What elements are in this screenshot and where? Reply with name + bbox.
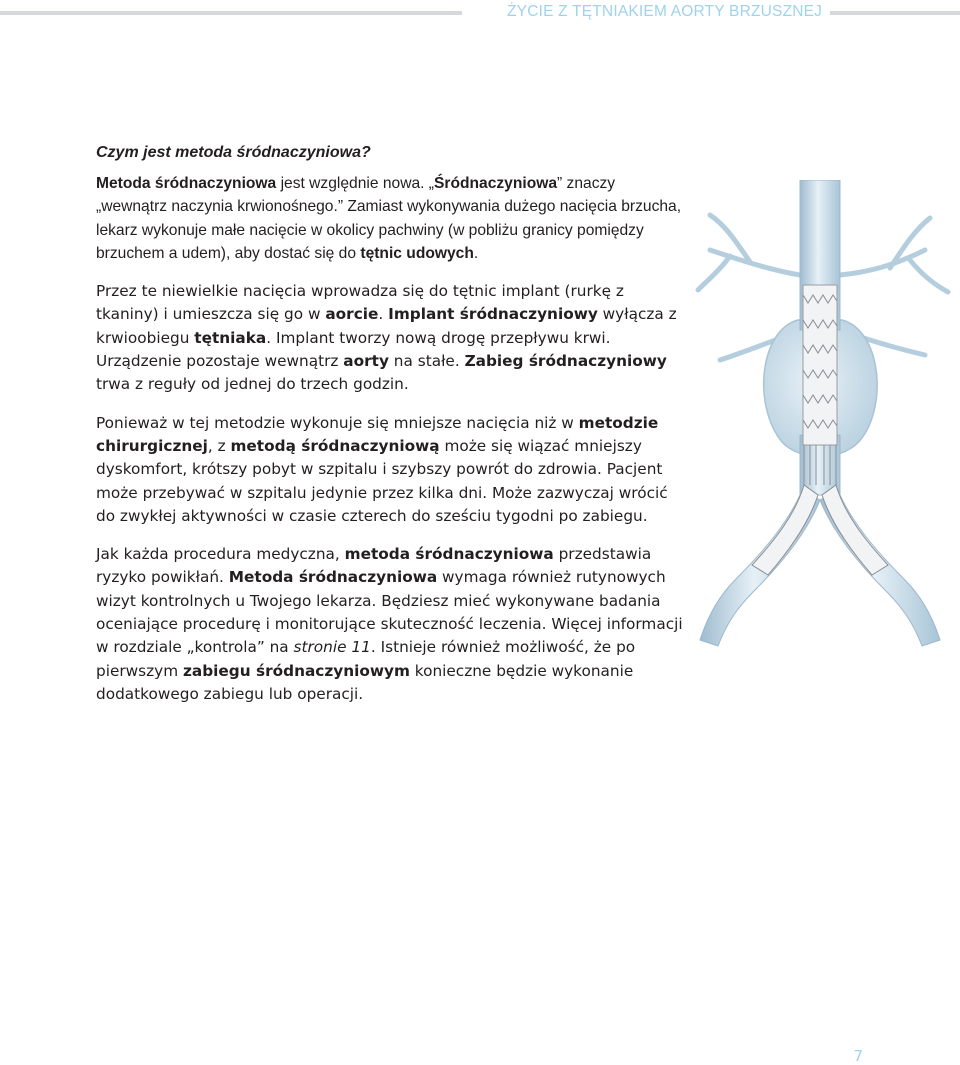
running-header: ŻYCIE Z TĘTNIAKIEM AORTY BRZUSZNEJ [507, 3, 823, 20]
text-run: jest względnie nowa. „ [276, 175, 434, 192]
paragraph-risks [96, 543, 686, 706]
text-run: . Implant tworzy nową drogę przepływu krwi. Urządzenie pozostaje wewnątrz [96, 328, 611, 371]
term: zabiegu śródnaczyniowym [183, 661, 410, 680]
text-run: na stałe. [388, 352, 465, 371]
term: metoda śródnaczyniowa [344, 545, 554, 564]
term: metodą śródnaczyniową [230, 436, 440, 455]
text-run: wymaga również rutynowych wizyt kontrolnych u Twojego lekarza. Będziesz mieć wykonywane badania oceniające procedurę i monitorujące skuteczność leczenia. Więcej informacji w rozdziale „kontrola” na [96, 568, 683, 657]
text-run: Ponieważ w tej metodzie wykonuje się mniejsze nacięcia niż w [96, 413, 579, 432]
term: Śródnaczyniowa [433, 175, 558, 192]
text-run: Jak każda procedura medyczna, [96, 545, 345, 564]
text-run: może się wiązać mniejszy dyskomfort, krótszy pobyt w szpitalu i szybszy powrót do zdrowia. Pacjent może przebywać w szpitalu jedynie przez kilka dni. Może zazwyczaj wrócić do zwykłej aktywności w czasie czterech do sześciu tygodni po zabiegu. [96, 436, 668, 525]
term: metodzie chirurgicznej [96, 413, 659, 455]
text-run: przedstawia ryzyko powikłań. [96, 545, 652, 587]
term: Metoda śródnaczyniowa [96, 175, 277, 192]
header-rule-left [0, 11, 462, 15]
paragraph-benefits [96, 412, 686, 528]
term: aorty [343, 352, 389, 371]
term: tętniaka [194, 328, 267, 347]
text-run: . [378, 305, 389, 324]
header-rule-right [830, 11, 960, 15]
page-number: 7 [853, 1047, 863, 1065]
term: aorcie [325, 305, 379, 324]
term: Zabieg śródnaczyniowy [464, 352, 667, 371]
section-question: Czym jest metoda śródnaczyniowa? [96, 144, 371, 161]
paragraph-definition [96, 172, 686, 265]
term: tętnic udowych [360, 244, 474, 262]
text-run: trwa z reguły od jednej do trzech godzin. [96, 375, 409, 394]
text-run: . Istnieje również możliwość, że po pierwszym [96, 638, 636, 680]
page-reference: stronie 11 [293, 638, 371, 657]
text-run: ” znaczy „wewnątrz naczynia krwionośnego.” Zamiast wykonywania dużego nacięcia brzucha, lekarz wykonuje małe nacięcie w okolicy pachwiny (w pobliżu granicy pomiędzy brzuchem a udem), aby dostać się do [96, 175, 682, 262]
aorta-stent-graft-illustration [690, 180, 958, 650]
main-content [96, 142, 686, 721]
term: Implant śródnaczyniowy [388, 305, 598, 324]
text-run: , z [207, 436, 231, 455]
text-run: Przez te niewielkie nacięcia wprowadza się do tętnic implant (rurkę z tkaniny) i umieszcza się go w [96, 282, 624, 324]
text-run: wyłącza z krwioobiegu [96, 305, 677, 347]
term: Metoda śródnaczyniowa [228, 568, 438, 587]
paragraph-implant [96, 280, 686, 396]
text-run: konieczne będzie wykonanie dodatkowego zabiegu lub operacji. [96, 661, 634, 703]
text-run: . [473, 244, 479, 262]
